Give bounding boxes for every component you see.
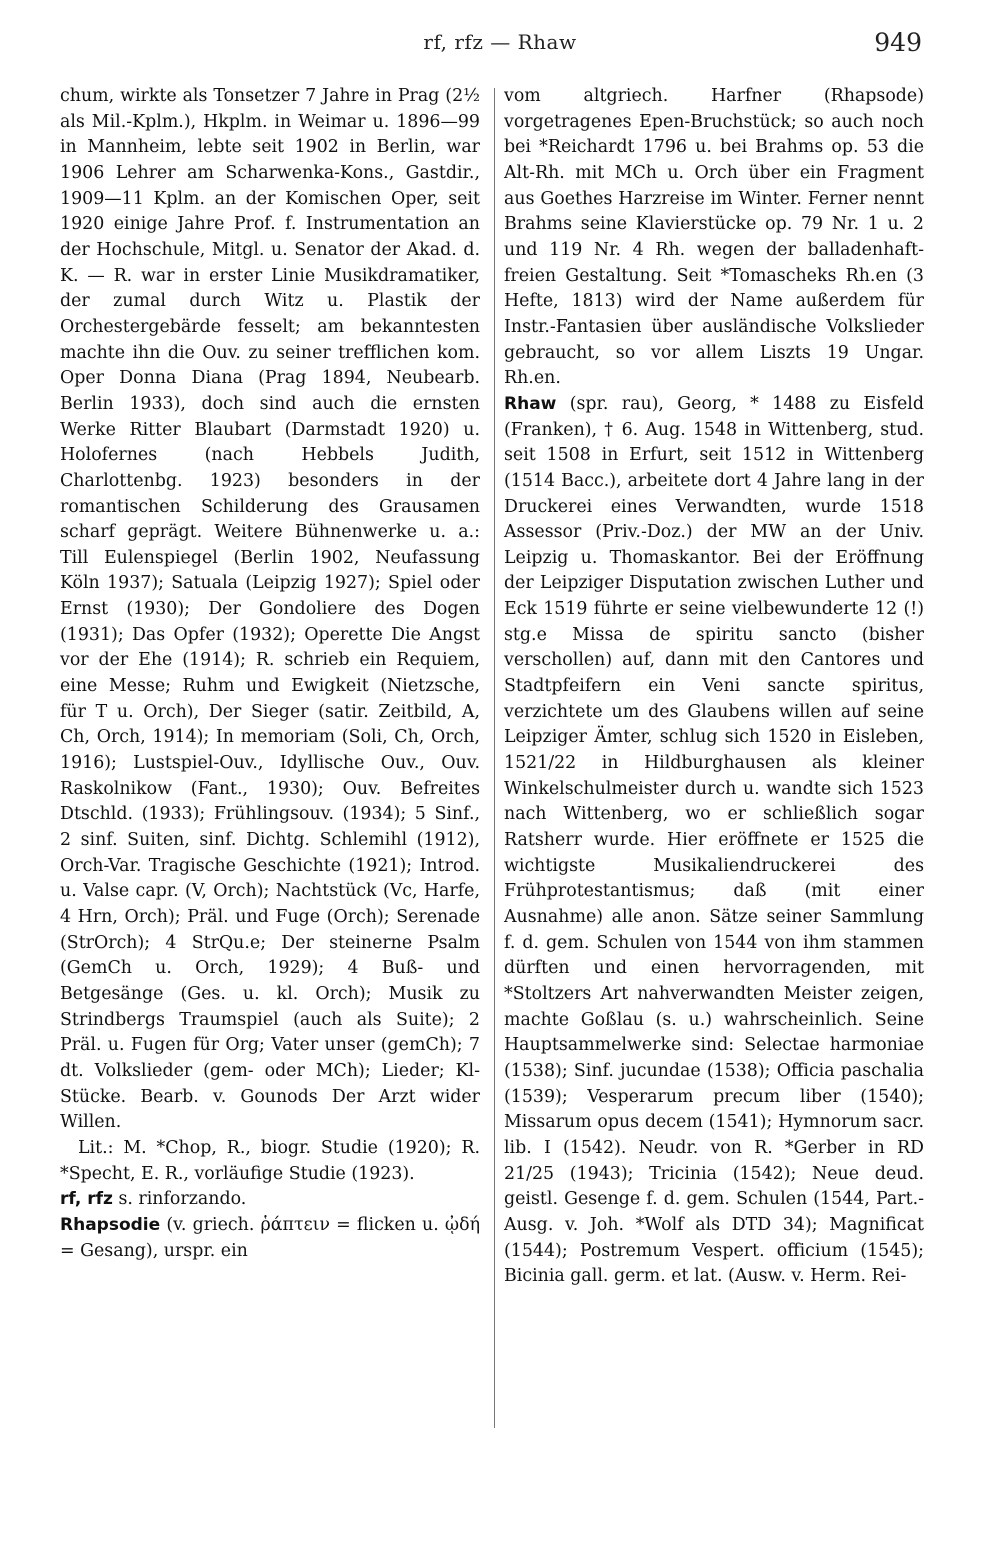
entry-rf [60, 1187, 480, 1213]
headword-rhapsodie: Rhapsodie [60, 1214, 161, 1235]
entry-rhapsodie [60, 1213, 480, 1264]
column-divider [494, 88, 495, 1428]
headword-rhaw: Rhaw [504, 393, 557, 414]
entry-rhaw [504, 392, 924, 1290]
running-head: rf, rfz — Rhaw [423, 30, 577, 54]
page-number: 949 [874, 28, 922, 57]
entry-rhaw-text: (spr. rau), Georg, * 1488 zu Eisfeld (Franken), † 6. Aug. 1548 in Wittenberg, stud. seit 1508 in Erfurt, seit 1512 in Wittenberg (1514 Bacc.), arbeitete dort 4 Jahre lang in der Druckerei eines Verwandten, wurde 1518 Assessor (Priv.-Doz.) der MW an der Univ. Leipzig u. Thomaskantor. Bei der Eröffnung der Leipziger Disputation zwischen Luther und Eck 1519 führte er seine vielbewunderte 12 (!) stg.e Missa de spiritu sancto (bisher verschollen) auf, dann mit den Cantores und Stadtpfeifern ein Veni sancte spiritus, verzichtete um des Glaubens willen auf seine Leipziger Ämter, schlug sich 1520 in Eisleben, 1521/22 in Hildburghausen als kleiner Winkelschulmeister durch u. wandte sich 1523 nach Wittenberg, wo er schließlich sogar Ratsherr wurde. Hier eröffnete er 1525 die wichtigste Musikaliendruckerei des Frühprotestantismus; daß (mit einer Ausnahme) alle anon. Sätze seiner Sammlung f. d. gem. Schulen von 1544 von ihm stammen dürften und einen hervorragenden, mit *Stoltzers Art nahverwandten Meister zeigen, machte Goßlau (s. u.) wahrscheinlich. Seine Hauptsammelwerke sind: Selectae harmoniae (1538); Sinf. jucundae (1538); Officia paschalia (1539); Vesperarum precum liber (1540); Missarum opus decem (1541); Hymnorum sacr. lib. I (1542). Neudr. von R. *Gerber in RD 21/25 (1943); Tricinia (1542); Neue deud. geistl. Gesenge f. d. gem. Schulen (1544, Part.-Ausg. v. Joh. *Wolf als DTD 34); Magnificat (1544); Postremum Vespert. officium (1545); Bicinia gall. germ. et lat. (Ausw. v. Herm. Rei- [504, 393, 925, 1287]
entry-rhapsodie-text: (v. griech. ῥάπτειν = flicken u. ᾠδή = Gesang), urspr. ein [60, 1214, 480, 1261]
literature-note: Lit.: M. *Chop, R., biogr. Studie (1920); R. *Specht, E. R., vorläufige Studie (1923). [60, 1137, 480, 1184]
page-header [0, 28, 1000, 64]
entry-rf-text: s. rinforzando. [118, 1189, 247, 1210]
headword-rf: rf, rfz [60, 1189, 113, 1210]
entry-continuation-left: chum, wirkte als Tonsetzer 7 Jahre in Prag (2½ als Mil.-Kplm.), Hkplm. in Weimar u. 1896—99 in Mannheim, lebte seit 1902 in Berlin, war 1906 Lehrer am Scharwenka-Kons., Gastdir., 1909—11 Kplm. an der Komischen Oper, seit 1920 einige Jahre Prof. f. Instrumentation an der Hochschule, Mitgl. u. Senator der Akad. d. K. — R. war in erster Linie Musikdramatiker, der zumal durch Witz u. Plastik der Orchestergebärde fesselt; am bekanntesten machte ihn die Ouv. zu seiner trefflichen kom. Oper Donna Diana (Prag 1894, Neubearb. Berlin 1933), doch sind auch die ernsten Werke Ritter Blaubart (Darmstadt 1920) u. Holofernes (nach Hebbels Judith, Charlottenbg. 1923) besonders in der romantischen Schilderung des Grausamen scharf geprägt. Weitere Bühnenwerke u. a.: Till Eulenspiegel (Berlin 1902, Neufassung Köln 1937); Satuala (Leipzig 1927); Spiel oder Ernst (1930); Der Gondoliere des Dogen (1931); Das Opfer (1932); Operette Die Angst vor der Ehe (1914); R. schrieb ein Requiem, eine Messe; Ruhm und Ewigkeit (Nietzsche, für T u. Orch), Der Sieger (satir. Zeitbild, A, Ch, Orch, 1914); In memoriam (Soli, Ch, Orch, 1916); Lustspiel-Ouv., Idyllische Ouv., Ouv. Raskolnikow (Fant., 1930); Ouv. Befreites Dtschld. (1933); Frühlingsouv. (1934); 5 Sinf., 2 sinf. Suiten, sinf. Dichtg. Schlemihl (1912), Orch-Var. Tragische Geschichte (1921); Introd. u. Valse capr. (V, Orch); Nachtstück (Vc, Harfe, 4 Hrn, Orch); Präl. und Fuge (Orch); Serenade (StrOrch); 4 StrQu.e; Der steinerne Psalm (GemCh u. Orch, 1929); 4 Buß- und Betgesänge (Ges. u. kl. Orch); Musik zu Strindbergs Traumspiel (auch als Suite); 2 Präl. u. Fugen für Org; Vater unser (gemCh); 7 dt. Volkslieder (gem- oder MCh); Lieder; Kl-Stücke. Bearb. v. Gounods Der Arzt wider Willen. [60, 86, 480, 1133]
right-column [504, 84, 924, 1290]
entry-continuation-right: vom altgriech. Harfner (Rhapsode) vorgetragenes Epen-Bruchstück; so auch noch bei *Reichardt 1796 u. bei Brahms op. 53 die Alt-Rh. mit MCh u. Orch über ein Fragment aus Goethes Harzreise im Winter. Ferner nennt Brahms seine Klavierstücke op. 79 Nr. 1 u. 2 und 119 Nr. 4 Rh. wegen der balladenhaft-freien Gestaltung. Seit *Tomascheks Rh.en (3 Hefte, 1813) wird der Name außerdem für Instr.-Fantasien über ausländische Volkslieder gebraucht, so vor allem Liszts 19 Ungar. Rh.en. [504, 86, 924, 389]
left-column [60, 84, 480, 1264]
